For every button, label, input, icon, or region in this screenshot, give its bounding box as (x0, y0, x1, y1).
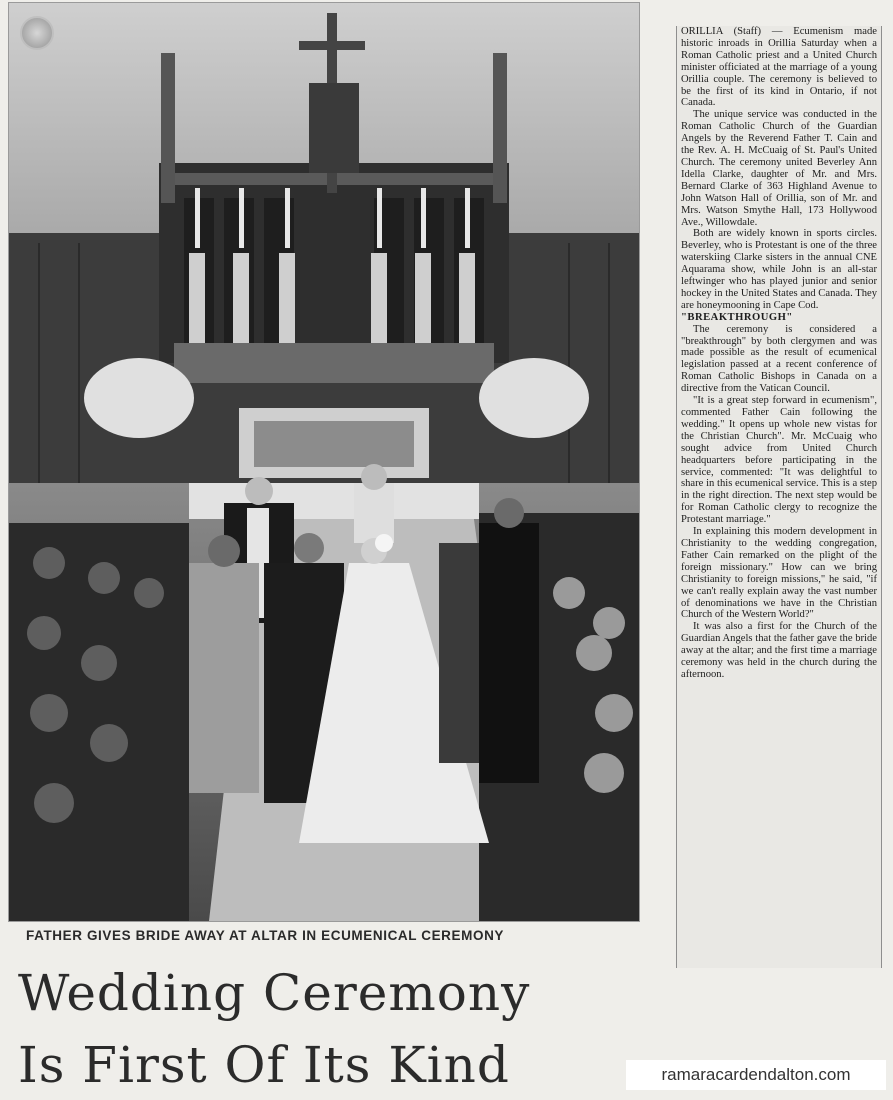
headline-line-2: Is First Of Its Kind (18, 1036, 510, 1094)
headline-line-1: Wedding Ceremony (18, 964, 531, 1022)
article-paragraph: The unique service was conducted in the Roman Catholic Church of the Guardian Angels by the Reverend Father T. Cain and the Rev. A. H. McCuaig of St. Paul's United Church. The ceremony united Beverley Ann Idella Clarke, daughter of Mr. and Mrs. Bernard Clarke of 363 Highland Avenue to John Watson Hall of Orillia, son of Mr. and Mrs. Watson Smythe Hall, 173 Hollywood Ave., Willowdale. (681, 109, 877, 228)
site-watermark: ramaracardendalton.com (626, 1060, 886, 1090)
article-subhead: "BREAKTHROUGH" (681, 311, 793, 323)
article-paragraph: It was also a first for the Church of the Guardian Angels that the father gave the bride away at the altar; and the first time a marriage ceremony was held in the church during the afternoon. (681, 621, 877, 680)
photo-caption: FATHER GIVES BRIDE AWAY AT ALTAR IN ECUMENICAL CEREMONY (26, 928, 505, 943)
church-interior-illustration (9, 3, 639, 921)
tack-icon (20, 16, 54, 50)
wedding-photo (8, 2, 640, 922)
article-column (676, 26, 882, 968)
article-paragraph: Both are widely known in sports circles. Beverley, who is Protestant is one of the three waterskiing Clarke sisters in the annual CNE Aquarama show, while John is an all-star leftwinger who has played junior and senior hockey in the United States and Canada. They are honeymooning in Cape Cod. (681, 228, 877, 311)
article-paragraph: The ceremony is considered a "breakthrough" by both clergymen and was made possible as the result of ecumenical legislation passed at a recent conference of Roman Catholic Bishops in Canada on a directive from the Vatican Council. (681, 323, 877, 395)
article-paragraph: ORILLIA (Staff) — Ecumenism made historic inroads in Orillia Saturday when a Roman Catholic priest and a United Church minister officiated at the marriage of a young Orillia couple. The ceremony is believed to be the first of its kind in Ontario, if not Canada. (681, 26, 877, 109)
article-paragraph: "It is a great step forward in ecumenism", commented Father Cain following the wedding." It opens up whole new vistas for the Christian Church". Mr. McCuaig who sought advice from United Church headquarters before participating in the service, commented: "It was delightful to share in this ecumenical service. This is a step in the right direction. The next step would be for Roman Catholic clergy to recognize the Protestant marriage." (681, 395, 877, 526)
article-paragraph: In explaining this modern development in Christianity to the wedding congregation, Father Cain remarked on the plight of the foreign missionary." How can we bring Christianity to foreign missions," he said, "if we can't really explain away the vast number of denominations we have in the Christian Church of the Western World?" (681, 526, 877, 621)
